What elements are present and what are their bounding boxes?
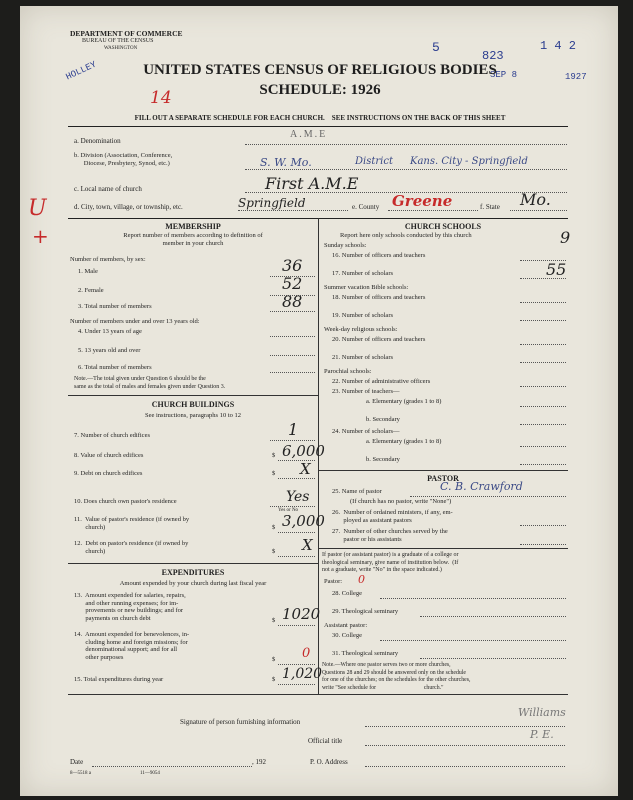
answer-line [270,355,315,356]
field-line [238,210,348,211]
q20-label: 20. Number of officers and teachers [332,336,426,343]
answer-line [520,344,566,345]
q13-label: 13. Amount expended for salaries, repairs, and other running expenses; for im- provements or new buildings; and for payments on church debt [74,592,186,622]
serial-number-stamp: 823 [482,49,504,63]
q10-label: 10. Does church own pastor's residence [74,498,177,505]
q25-note: (If church has no pastor, write "None") [350,498,452,505]
division-value: S. W. Mo. [260,156,312,169]
q14-value: 0 [302,646,311,661]
pastor-school-label: Pastor: [324,578,343,585]
schools-heading: CHURCH SCHOOLS [404,222,482,231]
answer-line [92,766,252,767]
q30-label: 30. College [332,632,362,639]
field-line [245,144,567,145]
answer-line [365,726,565,727]
answer-line [520,362,566,363]
year-stamp: 1927 [565,72,587,82]
q7-label: 7. Number of church edifices [74,432,150,439]
code-stamp: 1 4 2 [540,39,577,53]
q9-value: X [300,460,311,478]
form-title: UNITED STATES CENSUS OF RELIGIOUS BODIES [143,62,497,78]
county-value: Greene [392,192,453,210]
divider [68,395,318,396]
q31-label: 31. Theological seminary [332,650,399,657]
holley-stamp: HOLLEY [64,59,99,83]
number-five-stamp: 5 [432,40,440,55]
bureau-label: BUREAU OF THE CENSUS [82,38,154,44]
q28-label: 28. College [332,590,362,597]
answer-line [520,544,566,545]
dollar-sign: $ [272,617,276,624]
washington-label: WASHINGTON [104,46,138,51]
q16-label: 16. Number of officers and teachers [332,252,426,259]
date-stamp: SEP 8 [490,70,518,80]
answer-line [520,302,566,303]
answer-line [520,525,566,526]
red-plus-annotation: + [32,224,49,248]
red-number-annotation: 14 [150,88,172,108]
q2-label: 2. Female [78,287,104,294]
answer-line [270,506,315,507]
answer-line [420,616,566,617]
answer-line [520,406,566,407]
q15-label: 15. Total expenditures during year [74,676,164,683]
answer-line [278,625,315,626]
answer-line [410,496,566,497]
q8-value: 6,000 [282,442,325,460]
q15-value: 1,020 [282,666,323,682]
q4-label: 4. Under 13 years of age [78,328,142,335]
q23-label: 23. Number of teachers— [332,388,400,395]
buildings-subheading: See instructions, paragraphs 10 to 12 [144,412,242,419]
field-line [510,210,567,211]
official-title-value: P. E. [530,728,554,741]
divider [318,548,568,549]
members-by-age-label: Number of members under and over 13 years old: [70,318,200,325]
q5-label: 5. 13 years old and over [78,347,141,354]
denomination-value: A.M.E [290,129,328,140]
signature-value: Williams [518,706,566,719]
dollar-sign: $ [272,656,276,663]
answer-line [520,386,566,387]
answer-line [365,745,565,746]
q16-value: 9 [560,228,571,247]
answer-line [380,640,566,641]
answer-line [278,664,315,665]
divider [68,563,318,564]
q22-label: 22. Number of administrative officers [332,378,431,385]
schedule-title: SCHEDULE: 1926 [259,82,381,98]
denomination-label: a. Denomination [74,137,121,145]
answer-line [520,464,566,465]
instruction-line: FILL OUT A SEPARATE SCHEDULE FOR EACH CHURCH. SEE INSTRUCTIONS ON THE BACK OF THIS SHEET [134,114,506,122]
dollar-sign: $ [272,676,276,683]
q13-value: 1020 [282,605,321,623]
membership-heading: MEMBERSHIP [165,222,221,231]
red-u-annotation: U [28,196,47,221]
q3-label: 3. Total number of members [78,303,152,310]
q24a-label: a. Elementary (grades 1 to 8) [366,438,442,445]
date-year-label: , 192 [252,758,266,766]
q25-label: 25. Name of pastor [332,488,382,495]
q24-label: 24. Number of scholars— [332,428,400,435]
answer-line [365,766,565,767]
state-value: Mo. [520,190,551,209]
q11-label: 11. Value of pastor's residence (if owned by church) [74,516,190,531]
q8-label: 8. Value of church edifices [74,452,144,459]
answer-line [420,658,566,659]
q10-value: Yes [286,489,310,505]
divider [68,126,568,127]
q18-label: 18. Number of officers and teachers [332,294,426,301]
answer-line [520,446,566,447]
expenditures-subheading: Amount expended by your church during last fiscal year [119,580,267,587]
dollar-sign: $ [272,452,276,459]
division-label: b. Division (Association, Conference, Diocese, Presbytery, Synod, etc.) [74,152,173,167]
answer-line [278,684,315,685]
assistant-pastor-label: Assistant pastor: [324,622,368,629]
answer-line [278,478,315,479]
field-line [245,169,567,170]
parochial-schools-label: Parochial schools: [324,368,372,375]
summer-schools-label: Summer vacation Bible schools: [324,284,409,291]
q1-label: 1. Male [78,268,98,275]
dollar-sign: $ [272,470,276,477]
q21-label: 21. Number of scholars [332,354,394,361]
answer-line [278,532,315,533]
form-number: 8—5518 a [70,771,91,776]
q12-label: 12. Debt on pastor's residence (if owned by church) [74,540,189,555]
membership-note: Note.—The total given under Question 6 should be the same as the total of males and females given under Question 3. [74,376,226,390]
answer-line [520,424,566,425]
q19-label: 19. Number of scholars [332,312,394,319]
city-label: d. City, town, village, or township, etc. [74,203,183,211]
membership-subheading: Report number of members according to definition of member in your church [123,232,263,247]
q7-value: 1 [288,420,299,439]
answer-line [270,372,315,373]
q23a-label: a. Elementary (grades 1 to 8) [366,398,442,405]
yes-no-hint: Yes or No [278,508,299,513]
divider [68,694,568,695]
members-by-sex-label: Number of members, by sex: [70,256,146,263]
date-label: Date [70,758,84,766]
official-title-label: Official title [308,737,343,745]
district-word: District [355,156,393,167]
q2-value: 52 [282,274,303,293]
q25-value: C. B. Crawford [440,480,523,493]
buildings-heading: CHURCH BUILDINGS [151,400,235,409]
answer-line [270,311,315,312]
divider [318,470,568,471]
q9-label: 9. Debt on church edifices [74,470,143,477]
census-schedule-sheet [20,6,618,796]
answer-line [270,336,315,337]
q24b-label: b. Secondary [366,456,400,463]
q29-label: 29. Theological seminary [332,608,399,615]
district-value: Kans. City - Springfield [410,156,528,167]
q26-label: 26. Number of ordained ministers, if any, em- ployed as assistant pastors [332,509,453,524]
q14-label: 14. Amount expended for benevolences, in- cluding home and foreign missions; for denominational support; and for all other purposes [74,631,190,661]
pastor-school-value: 0 [358,573,365,586]
graduate-note: If pastor (or assistant pastor) is a graduate of a college or theological seminary, give name of institution below. (If not a graduate, write "No" in the space indicated.) [322,552,459,573]
q11-value: 3,000 [282,512,325,530]
state-label: f. State [480,203,500,211]
field-line [388,210,478,211]
city-value: Springfield [238,196,306,210]
schools-subheading: Report here only schools conducted by this church [340,232,472,239]
signature-label: Signature of person furnishing information [180,718,301,726]
county-label: e. County [352,203,380,211]
expenditures-heading: EXPENDITURES [161,568,225,577]
po-address-label: P. O. Address [310,758,348,766]
local-name-label: c. Local name of church [74,185,142,193]
department-label: DEPARTMENT OF COMMERCE [70,29,183,38]
q12-value: X [302,536,313,554]
q17-label: 17. Number of scholars [332,270,394,277]
sunday-schools-label: Sunday schools: [324,242,367,249]
pastor-heading: PASTOR [427,474,459,483]
q27-label: 27. Number of other churches served by the pastor or his assistants [332,528,448,543]
q1-value: 36 [282,256,303,275]
local-name-value: First A.M.E [265,174,359,193]
answer-line [270,440,315,441]
q3-value: 88 [282,292,303,311]
q23b-label: b. Secondary [366,416,400,423]
pastor-note: Note.—Where one pastor serves two or more churches, Questions 28 and 29 should be answered only on the schedule for one of the churches; on the schedules for the other churches, write "See schedule for church." [322,662,471,691]
print-number: 11—9054 [140,771,160,776]
dollar-sign: $ [272,524,276,531]
q6-label: 6. Total number of members [78,364,152,371]
answer-line [380,598,566,599]
weekday-schools-label: Week-day religious schools: [324,326,398,333]
answer-line [520,320,566,321]
answer-line [278,556,315,557]
q17-value: 55 [546,260,567,279]
dollar-sign: $ [272,548,276,555]
